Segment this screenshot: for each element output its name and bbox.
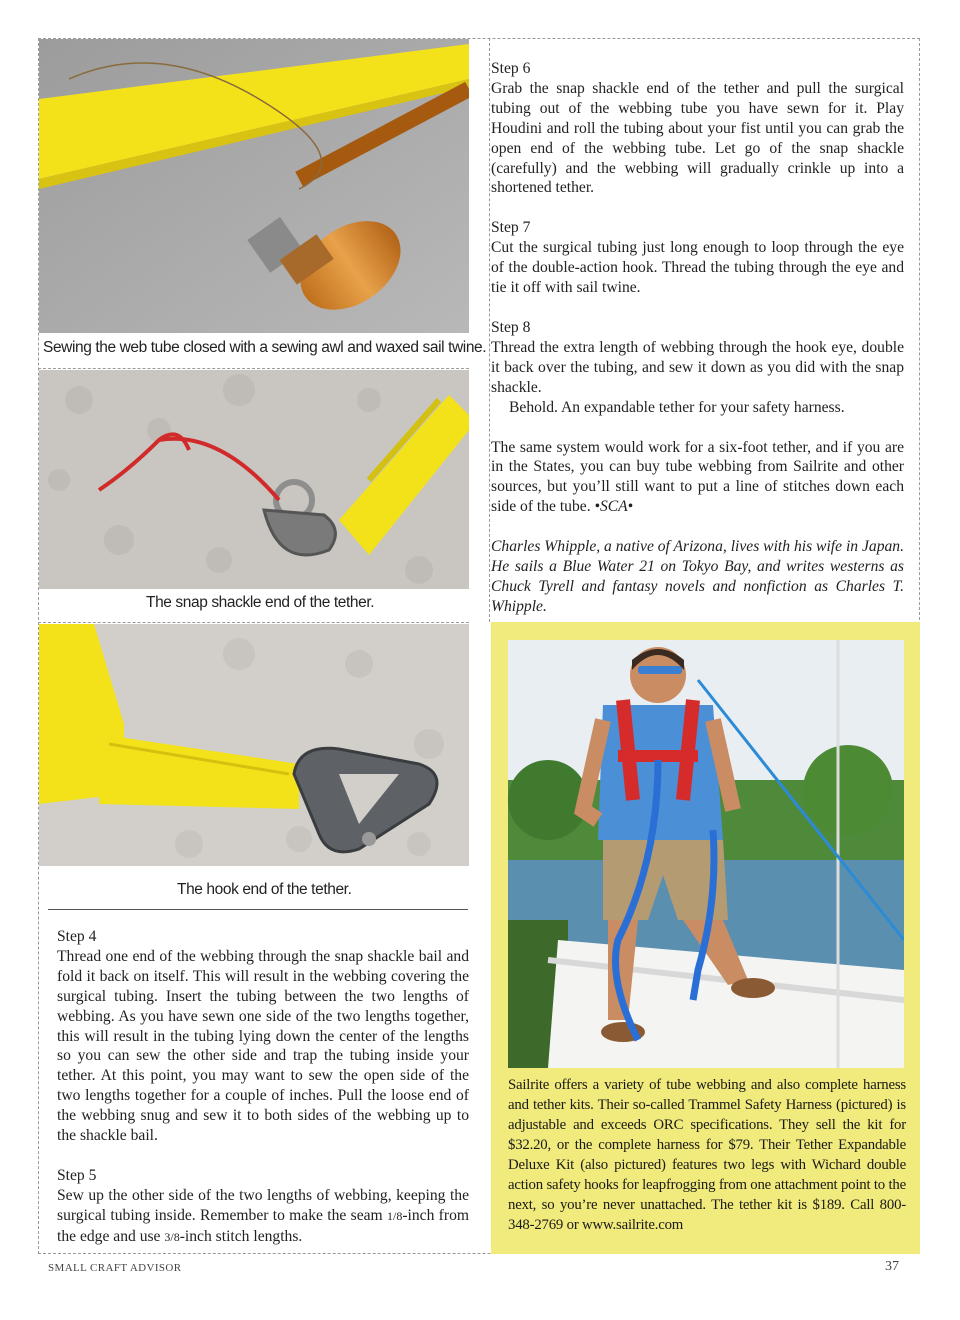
- footer-magazine-name: SMALL CRAFT ADVISOR: [48, 1262, 182, 1274]
- left-column-text: [57, 927, 469, 1248]
- fraction-three-eighths: 3/8: [164, 1229, 180, 1244]
- photo-snap-shackle: [39, 370, 469, 589]
- photo-sewing-awl: [39, 39, 469, 333]
- step4-body: Thread one end of the webbing through the snap shackle bail and fold it back on itself. This will result in the webbing covering the surgical tubing. Insert the tubing between the two lengths of webbing. As you have sewn one side of the two lengths together, this will result in the tubing lying down the center of the lengths so you can sew the other side and trap the tubing inside your tether. At this point, you may want to sew the open side of the two lengths together for a couple of inches. Pull the loose end of the webbing snug and sew it to both sides of the webbing up to the shackle bail.: [57, 947, 469, 1145]
- step6-heading: Step 6: [491, 60, 531, 77]
- behold-line: Behold. An expandable tether for your safety harness.: [509, 398, 845, 416]
- step4-heading: Step 4: [57, 928, 97, 945]
- step6-body: Grab the snap shackle end of the tether and pull the surgical tubing out of the webbing tube you have sewn for it. Play Houdini and roll the tubing about your fist until you can grab the open end of the webbing tube. Let go of the snap shackle (carefully) and the webbing will gradually crinkle up into a shortened tether.: [491, 79, 904, 197]
- step8-body: Thread the extra length of webbing through the hook eye, double it back over the tubing, and sew it down as you did with the snap shackle.: [491, 338, 904, 396]
- column-divider: [489, 38, 490, 622]
- step5-body-c: -inch stitch lengths.: [179, 1227, 303, 1245]
- step5-body-a: Sew up the other side of the two lengths of webbing, keeping the surgical tubing inside. Remember to make the seam: [57, 1186, 469, 1224]
- step5-body: [57, 1186, 469, 1248]
- sidebar-text: Sailrite offers a variety of tube webbing and also complete harness and tether kits. Their so-called Trammel Safety Harness (pictured) is adjustable and exceeds ORC specifications. They sell the kit for $32.20, or the complete harness for $79. Their Tether Expandable Deluxe Kit (also pictured) features two legs with Wichard double action safety hooks for leapfrogging from one attachment point to the next, so you’re never unattached. The tether kit is $189. Call 800-348-2769 or www.sailrite.com: [508, 1077, 906, 1233]
- author-bio: Charles Whipple, a native of Arizona, lives with his wife in Japan. He sails a Blue Water 21 on Tokyo Bay, and writes westerns as Chuck Tyrell and fantasy novels and nonfiction as Charles T. Whipple.: [491, 538, 904, 615]
- sca-end-mark: •SCA•: [594, 498, 634, 516]
- caption-shackle: The snap shackle end of the tether.: [146, 594, 375, 611]
- step5-heading: Step 5: [57, 1166, 97, 1184]
- photo-harness-sailor: [508, 640, 904, 1068]
- step7-body: Cut the surgical tubing just long enough to loop through the eye of the double-action hook. Thread the tubing through the eye and tie it off with sail twine.: [491, 239, 904, 297]
- fraction-eighth: 1/8: [386, 1208, 403, 1223]
- caption-rule: [48, 909, 468, 910]
- caption-awl: Sewing the web tube closed with a sewing awl and waxed sail twine.: [43, 339, 487, 356]
- footer-page-number: 37: [885, 1259, 899, 1274]
- closing-text: The same system would work for a six-foot tether, and if you are in the States, you can buy tube webbing from Sailrite and other sources, but you’ll still want to put a line of stitches down each side of the tube.: [491, 438, 904, 516]
- step7-heading: Step 7: [491, 219, 531, 237]
- step5-body-b: -inch from the edge and use: [57, 1206, 469, 1245]
- photo-separator-1: [38, 368, 469, 369]
- closing-paragraph: [491, 438, 904, 518]
- step8-heading: Step 8: [491, 318, 531, 336]
- photo-separator-2: [38, 622, 469, 623]
- photo-hook-end: [39, 624, 469, 866]
- right-column-text: [491, 59, 904, 617]
- caption-hook: The hook end of the tether.: [177, 881, 352, 898]
